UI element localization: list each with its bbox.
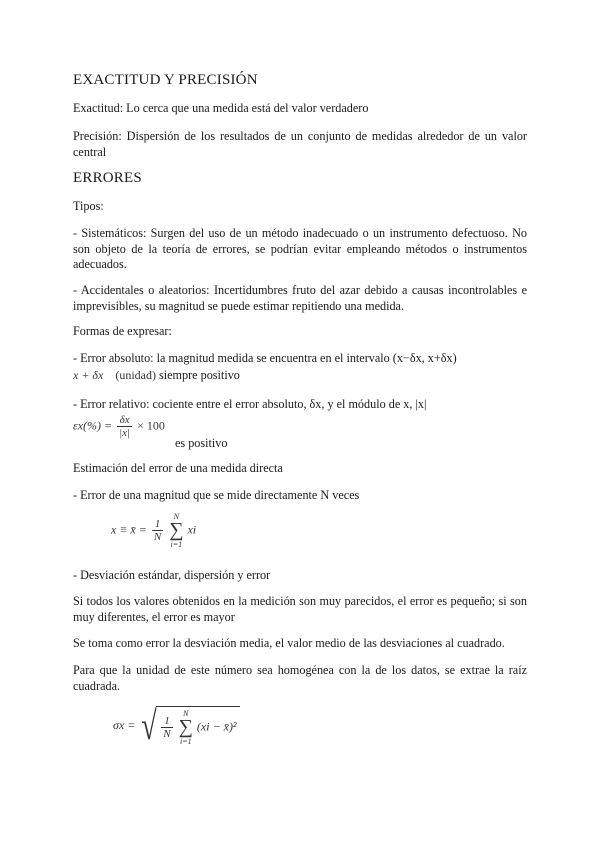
eq-relativo-den: |x|	[119, 427, 131, 439]
eq-sigma-fraction	[161, 715, 172, 740]
eq-media-den: N	[153, 531, 162, 543]
sqrt-symbol: √ $\frac{1}{N}$ N ∑ i=1 (xi − x̄)²	[138, 706, 239, 746]
paragraph-precision: Precisión: Dispersión de los resultados de un conjunto de medidas alrededor de un valor central	[73, 129, 527, 159]
eq-media-fraction	[152, 518, 163, 543]
eq-relativo-mult: × 100	[137, 418, 165, 433]
eq-media-sum-bot: i=1	[170, 540, 183, 549]
eq-absoluto-unit: (unidad)	[115, 368, 156, 382]
eq-media-num: 1	[152, 518, 163, 531]
equation-error-relativo	[73, 414, 165, 439]
eq-sigma-sum-bot: i=1	[179, 737, 192, 746]
paragraph-sistematicos: - Sistemáticos: Surgen del uso de un método inadecuado o un instrumento defectuoso. No son objeto de la teoría de errores, se podrían evitar empleando métodos o instrumentos adecuados.	[73, 226, 527, 272]
eq-relativo-fraction	[117, 414, 132, 439]
eq-sigma-sum	[179, 709, 193, 746]
paragraph-desviacion: - Desviación estándar, dispersión y error	[73, 568, 271, 582]
sigma-symbol: ∑	[169, 519, 184, 541]
eq-absoluto-expr: x + δx	[73, 368, 104, 382]
eq-media-lhs: x ≡ x̄ =	[111, 522, 147, 537]
paragraph-error-magnitud: - Error de una magnitud que se mide directamente N veces	[73, 488, 360, 502]
paragraph-tipos: Tipos:	[73, 199, 104, 213]
sigma-symbol: ∑	[178, 716, 193, 738]
eq-media-sum-top: N	[173, 512, 179, 521]
eq-sigma-sum-top: N	[183, 709, 189, 718]
paragraph-error-absoluto: - Error absoluto: la magnitud medida se encuentra en el intervalo (x−δx, x+δx)	[73, 351, 457, 365]
paragraph-formas: Formas de expresar:	[73, 324, 172, 338]
eq-relativo-num: δx	[117, 414, 132, 427]
eq-sigma-num: 1	[161, 715, 172, 728]
eq-sigma-term: (xi − x̄)²	[196, 719, 237, 734]
eq-media-term: xi	[187, 522, 197, 537]
equation-sigma	[113, 703, 240, 748]
paragraph-estimacion: Estimación del error de una medida directa	[73, 461, 283, 475]
paragraph-accidentales: - Accidentales o aleatorios: Incertidumbres fruto del azar debido a causas incontrolables e imprevisibles, su magnitud se puede estimar repitiendo una medida.	[73, 283, 527, 313]
eq-media-sum	[169, 512, 183, 549]
eq-sigma-radicand	[156, 706, 239, 746]
eq-relativo-lhs: εx(%) =	[73, 418, 113, 433]
paragraph-error-relativo: - Error relativo: cociente entre el error absoluto, δx, y el módulo de x, |x|	[73, 397, 427, 411]
paragraph-exactitud: Exactitud: Lo cerca que una medida está del valor verdadero	[73, 101, 369, 115]
paragraph-si-todos: Si todos los valores obtenidos en la medición son muy parecidos, el error es pequeño; si son muy diferentes, el error es mayor	[73, 594, 527, 624]
eq-absoluto-note: siempre positivo	[158, 368, 240, 382]
paragraph-para-que: Para que la unidad de este número sea homogénea con la de los datos, se extrae la raíz cuadrada.	[73, 663, 527, 693]
paragraph-se-toma: Se toma como error la desviación media, el valor medio de las desviaciones al cuadrado.	[73, 636, 505, 650]
eq-sigma-lhs: σx =	[113, 717, 136, 732]
heading-errores: ERRORES	[73, 170, 142, 186]
equation-error-absoluto	[73, 368, 240, 383]
eq-relativo-note: es positivo	[175, 436, 228, 450]
equation-media	[111, 512, 196, 549]
heading-exactitud-precision: EXACTITUD Y PRECISIÓN	[73, 72, 258, 88]
eq-sigma-den: N	[163, 728, 171, 740]
